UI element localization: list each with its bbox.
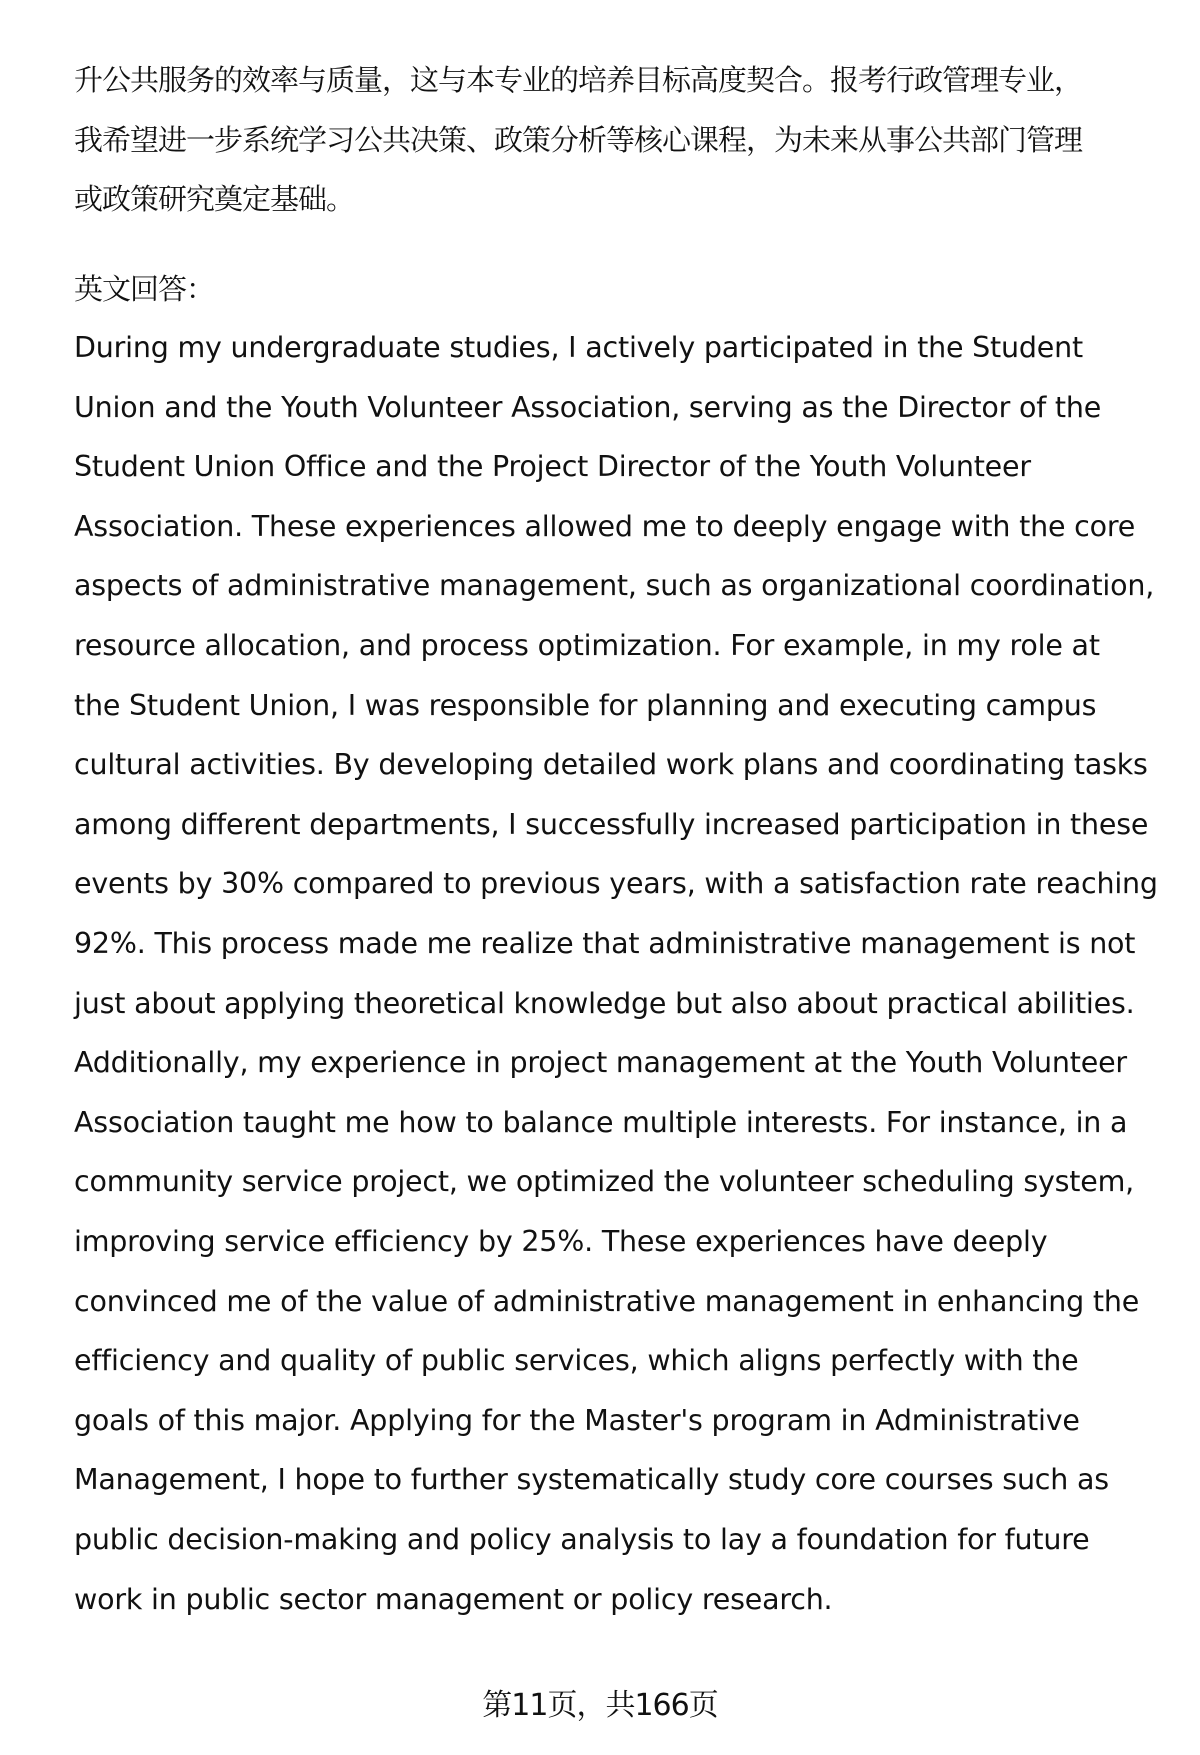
english-text-line: Management, I hope to further systematically study core courses such as	[74, 1463, 1109, 1497]
english-text-line: During my undergraduate studies, I actively participated in the Student	[74, 331, 1083, 364]
chinese-text-line: 我希望进一步系统学习公共决策、政策分析等核心课程，为未来从事公共部门管理	[74, 122, 1083, 157]
english-text-line: improving service efficiency by 25%. These experiences have deeply	[74, 1225, 1048, 1258]
english-text-line: among different departments, I successfully increased participation in these	[74, 807, 1149, 841]
english-text-line: community service project, we optimized the volunteer scheduling system,	[74, 1165, 1135, 1199]
english-text-line: goals of this major. Applying for the Master's program in Administrative	[74, 1403, 1080, 1437]
english-text-line: Association taught me how to balance multiple interests. For instance, in a	[74, 1105, 1128, 1139]
english-text-line: resource allocation, and process optimization. For example, in my role at	[74, 629, 1100, 662]
english-text-line: aspects of administrative management, such as organizational coordination,	[74, 569, 1155, 603]
english-text-line: events by 30% compared to previous years, with a satisfaction rate reaching	[74, 867, 1158, 901]
english-text-line: work in public sector management or policy research.	[74, 1582, 833, 1616]
chinese-text-line: 升公共服务的效率与质量，这与本专业的培养目标高度契合。报考行政管理专业，	[74, 63, 1083, 97]
english-text-line: convinced me of the value of administrative management in enhancing the	[74, 1284, 1140, 1318]
chinese-text-line: 或政策研究奠定基础。	[74, 182, 355, 217]
english-text-line: just about applying theoretical knowledge but also about practical abilities.	[74, 986, 1135, 1020]
english-text-line: efficiency and quality of public services, which aligns perfectly with the	[74, 1344, 1079, 1378]
english-text-line: 92%. This process made me realize that administrative management is not	[74, 927, 1136, 960]
english-answer-heading: 英文回答：	[74, 272, 215, 306]
english-text-line: public decision-making and policy analysis to lay a foundation for future	[74, 1523, 1090, 1556]
english-text-line: the Student Union, I was responsible for planning and executing campus	[74, 688, 1097, 722]
english-text-line: Union and the Youth Volunteer Association, serving as the Director of the	[74, 390, 1102, 424]
english-text-line: cultural activities. By developing detailed work plans and coordinating tasks	[74, 748, 1148, 782]
english-text-line: Association. These experiences allowed me to deeply engage with the core	[74, 509, 1136, 543]
english-text-line: Additionally, my experience in project management at the Youth Volunteer	[74, 1046, 1127, 1080]
english-text-line: Student Union Office and the Project Director of the Youth Volunteer	[74, 450, 1031, 484]
page-number: 第11页，共166页	[482, 1688, 718, 1723]
